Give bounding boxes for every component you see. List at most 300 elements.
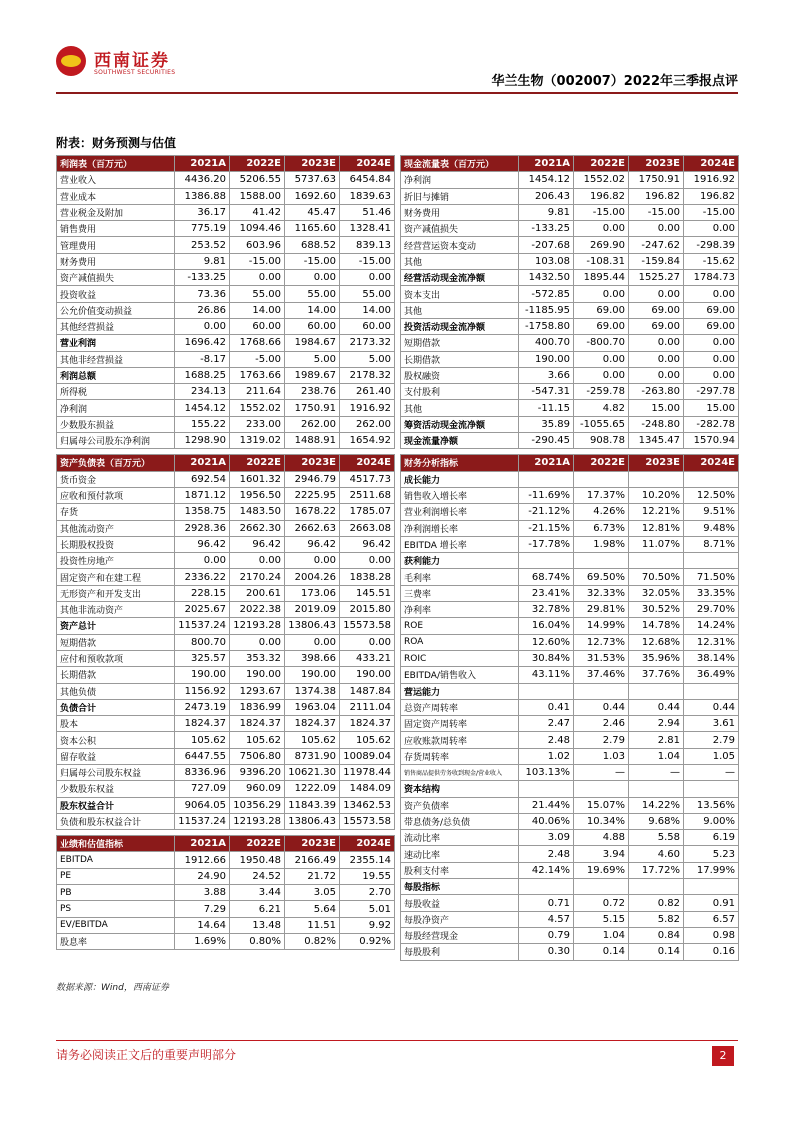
cell-value: 0.92% [340,933,395,949]
cell-value: 173.06 [285,585,340,601]
cell-value: 73.36 [175,286,230,302]
cell-value: 0.71 [519,895,574,911]
balance-sheet-table [56,454,395,830]
cell-value: 190.00 [230,667,285,683]
cell-value: -11.15 [519,400,574,416]
cell-value: 1601.32 [230,471,285,487]
cell-value: -259.78 [574,384,629,400]
row-label: 短期借款 [401,335,519,351]
footer-divider [56,1040,738,1041]
cell-value: 5.00 [340,351,395,367]
cell-value: 16.04% [519,618,574,634]
cell-value: 2.46 [574,716,629,732]
year-header: 2024E [684,156,739,172]
cell-value: -17.78% [519,536,574,552]
cell-value: 17.72% [629,862,684,878]
row-label: 长期借款 [401,351,519,367]
cell-value: 0.00 [285,270,340,286]
cell-value: 4517.73 [340,471,395,487]
cell-value: 0.84 [629,927,684,943]
cell-value: 4.57 [519,911,574,927]
table-row [57,520,395,536]
cell-value: 692.54 [175,471,230,487]
cell-value: 0.00 [285,553,340,569]
row-label: 销售商品提供劳务收到现金/营业收入 [401,764,519,780]
cell-value: — [684,764,739,780]
table-row [57,302,395,318]
cell-value: -282.78 [684,416,739,432]
cell-value: 23.41% [519,585,574,601]
row-label: 每股净资产 [401,911,519,927]
cell-value: 1784.73 [684,270,739,286]
cell-value: 0.72 [574,895,629,911]
cell-value: 0.00 [684,351,739,367]
cell-value: -15.00 [340,253,395,269]
cell-value: 21.44% [519,797,574,813]
row-label: 营业成本 [57,188,175,204]
year-header: 2021A [175,836,230,852]
row-label: 负债和股东权益合计 [57,813,175,829]
cell-value: 0.44 [574,699,629,715]
cell-value: -263.80 [629,384,684,400]
cell-value: 5206.55 [230,172,285,188]
cell-value: 55.00 [340,286,395,302]
cell-value: 13806.43 [285,618,340,634]
cell-value: 0.00 [629,221,684,237]
cell-value: 1328.41 [340,221,395,237]
cell-value: 2946.79 [285,471,340,487]
cell-value: 12.50% [684,487,739,503]
row-label: 存货 [57,504,175,520]
cell-value: 11537.24 [175,618,230,634]
cell-value: 9.81 [175,253,230,269]
row-label: 管理费用 [57,237,175,253]
row-label: 每股股利 [401,944,519,960]
cell-value: 32.05% [629,585,684,601]
cell-value: -21.12% [519,504,574,520]
table-row [57,634,395,650]
table-row [57,553,395,569]
cell-value: 9.51% [684,504,739,520]
cell-value: 727.09 [175,781,230,797]
row-label: 长期股权投资 [57,536,175,552]
row-label: 股息率 [57,933,175,949]
table-row [401,286,739,302]
footer-disclaimer: 请务必阅读正文后的重要声明部分 [56,1048,237,1062]
cell-value: 1386.88 [175,188,230,204]
cell-value: 2.48 [519,732,574,748]
cell-value: 2170.24 [230,569,285,585]
row-label: 净利润增长率 [401,520,519,536]
cell-value: 2004.26 [285,569,340,585]
cell-value: 1950.48 [230,852,285,868]
year-header: 2024E [684,455,739,471]
table-row [401,862,739,878]
cell-value: 2511.68 [340,487,395,503]
cell-value: 1432.50 [519,270,574,286]
cell-value: 19.55 [340,868,395,884]
row-label: 其他 [401,302,519,318]
cell-value [574,471,629,487]
cell-value: 2025.67 [175,602,230,618]
cell-value: 1156.92 [175,683,230,699]
cell-value: 2022.38 [230,602,285,618]
row-label: 股东权益合计 [57,797,175,813]
table-row [401,569,739,585]
cell-value: 1483.50 [230,504,285,520]
cell-value: 21.72 [285,868,340,884]
cell-value: 800.70 [175,634,230,650]
cell-value: 4436.20 [175,172,230,188]
cell-value: -1055.65 [574,416,629,432]
cell-value: 14.99% [574,618,629,634]
table-row [401,764,739,780]
cell-value: 1588.00 [230,188,285,204]
table-row [57,400,395,416]
cell-value: 29.70% [684,602,739,618]
cell-value: 206.43 [519,188,574,204]
row-label: 带息债务/总负债 [401,813,519,829]
cell-value: -1185.95 [519,302,574,318]
row-label: 少数股东权益 [57,781,175,797]
cell-value: 4.60 [629,846,684,862]
table-row [57,504,395,520]
cell-value: 11.07% [629,536,684,552]
cell-value: 1912.66 [175,852,230,868]
cell-value: 1374.38 [285,683,340,699]
cell-value: 14.00 [340,302,395,318]
table-title: 财务分析指标 [401,455,519,471]
year-header: 2023E [285,455,340,471]
cell-value: 3.44 [230,885,285,901]
cell-value: 688.52 [285,237,340,253]
row-label: 营业利润 [57,335,175,351]
cell-value: 6.19 [684,830,739,846]
table-row [57,683,395,699]
table-row [57,237,395,253]
cell-value: 10089.04 [340,748,395,764]
table-row [401,781,739,797]
table-row [401,302,739,318]
cell-value: -133.25 [519,221,574,237]
cell-value: 14.00 [230,302,285,318]
cell-value: 96.42 [175,536,230,552]
cell-value: -15.00 [230,253,285,269]
table-row [401,172,739,188]
table-row [401,504,739,520]
cell-value: 1763.66 [230,367,285,383]
cell-value: 30.52% [629,602,684,618]
cell-value: -298.39 [684,237,739,253]
cell-value: 42.14% [519,862,574,878]
cell-value [684,471,739,487]
row-label: 固定资产和在建工程 [57,569,175,585]
cell-value: 17.99% [684,862,739,878]
cell-value: 8731.90 [285,748,340,764]
cell-value: 68.74% [519,569,574,585]
cell-value: 253.52 [175,237,230,253]
cell-value: 398.66 [285,650,340,666]
table-row [57,852,395,868]
table-row [401,585,739,601]
table-row [57,933,395,949]
cell-value: 0.00 [230,634,285,650]
cell-value [629,553,684,569]
cell-value: 228.15 [175,585,230,601]
cell-value: 14.00 [285,302,340,318]
row-label: 归属母公司股东净利润 [57,433,175,449]
cell-value: 1298.90 [175,433,230,449]
table-row [57,536,395,552]
cell-value: 3.61 [684,716,739,732]
table-row [401,335,739,351]
left-column [56,155,394,950]
year-header: 2022E [230,156,285,172]
cell-value: -159.84 [629,253,684,269]
cell-value: 325.57 [175,650,230,666]
cell-value: 0.00 [574,286,629,302]
cell-value: 69.00 [574,302,629,318]
row-label: 股权融资 [401,367,519,383]
cell-value: 1750.91 [285,400,340,416]
row-label: EBITDA 增长率 [401,536,519,552]
cell-value: 3.94 [574,846,629,862]
row-label: 折旧与摊销 [401,188,519,204]
row-label: 销售费用 [57,221,175,237]
row-label: ROA [401,634,519,650]
table-row [57,917,395,933]
cell-value: 2.70 [340,885,395,901]
cell-value: 19.69% [574,862,629,878]
year-header: 2023E [285,836,340,852]
table-row [57,204,395,220]
cell-value: 105.62 [230,732,285,748]
row-label: 归属母公司股东权益 [57,764,175,780]
cell-value: -247.62 [629,237,684,253]
cell-value: 10356.29 [230,797,285,813]
cell-value: 11978.44 [340,764,395,780]
cell-value: 1824.37 [175,716,230,732]
page-header [56,40,738,90]
cell-value: 69.00 [629,318,684,334]
table-row [401,650,739,666]
cell-value: 262.00 [285,416,340,432]
cell-value: 9.92 [340,917,395,933]
cell-value: 1750.91 [629,172,684,188]
cell-value: 40.06% [519,813,574,829]
cell-value: 196.82 [629,188,684,204]
cell-value: 9064.05 [175,797,230,813]
cell-value: 1454.12 [175,400,230,416]
cell-value: 5.00 [285,351,340,367]
table-row [57,650,395,666]
cell-value: 0.00 [684,367,739,383]
cell-value: 1838.28 [340,569,395,585]
cell-value: 10.20% [629,487,684,503]
valuation-table [56,835,395,950]
row-label: 应付和预收款项 [57,650,175,666]
cell-value: 1454.12 [519,172,574,188]
cell-value: 0.00 [340,553,395,569]
row-label: 资产负债率 [401,797,519,813]
cell-value: 6454.84 [340,172,395,188]
table-row [401,618,739,634]
row-label: 其他非流动资产 [57,602,175,618]
cell-value: 0.79 [519,927,574,943]
cell-value: 1688.25 [175,367,230,383]
cell-value: 10621.30 [285,764,340,780]
cell-value: 1487.84 [340,683,395,699]
table-row [401,830,739,846]
cell-value: 1692.60 [285,188,340,204]
cell-value: 1871.12 [175,487,230,503]
cell-value: 2.79 [574,732,629,748]
cell-value: 0.00 [629,367,684,383]
row-label: 资本结构 [401,781,519,797]
cell-value: 9.68% [629,813,684,829]
cell-value: 2166.49 [285,852,340,868]
cell-value: 13462.53 [340,797,395,813]
table-row [57,748,395,764]
table-row [57,471,395,487]
cell-value: 908.78 [574,433,629,449]
cell-value: 13.56% [684,797,739,813]
cell-value: 0.00 [684,221,739,237]
cell-value: 5.23 [684,846,739,862]
cell-value: 234.13 [175,384,230,400]
table-row [57,286,395,302]
cell-value: 12193.28 [230,813,285,829]
cell-value: 233.00 [230,416,285,432]
table-row [401,813,739,829]
cell-value: 37.46% [574,667,629,683]
cell-value: 0.00 [629,286,684,302]
cell-value: 3.88 [175,885,230,901]
row-label: 现金流量净额 [401,433,519,449]
cell-value: -248.80 [629,416,684,432]
cell-value: 0.00 [574,351,629,367]
row-label: 毛利率 [401,569,519,585]
row-label: 少数股东损益 [57,416,175,432]
cell-value: -1758.80 [519,318,574,334]
cell-value: 11.51 [285,917,340,933]
table-row [401,797,739,813]
cell-value: 14.78% [629,618,684,634]
cell-value: 96.42 [285,536,340,552]
cell-value: 0.00 [684,286,739,302]
cell-value: 1165.60 [285,221,340,237]
table-row [57,318,395,334]
cell-value: 2225.95 [285,487,340,503]
cell-value: 0.91 [684,895,739,911]
table-row [401,846,739,862]
cell-value [629,781,684,797]
cell-value: 69.50% [574,569,629,585]
cell-value: -5.00 [230,351,285,367]
table-row [57,885,395,901]
cell-value: 12.73% [574,634,629,650]
cell-value: 36.49% [684,667,739,683]
cell-value: 38.14% [684,650,739,666]
cell-value: 1836.99 [230,699,285,715]
row-label: 无形资产和开发支出 [57,585,175,601]
row-label: 筹资活动现金流净额 [401,416,519,432]
cell-value: 35.89 [519,416,574,432]
table-row [401,699,739,715]
cell-value [629,683,684,699]
cell-value: 14.24% [684,618,739,634]
cell-value: 7.29 [175,901,230,917]
row-label: 速动比率 [401,846,519,862]
row-label: PB [57,885,175,901]
cell-value: 1654.92 [340,433,395,449]
table-row [401,351,739,367]
row-label: 长期借款 [57,667,175,683]
row-label: 营业收入 [57,172,175,188]
cell-value: 960.09 [230,781,285,797]
cell-value: 200.61 [230,585,285,601]
cell-value: 1956.50 [230,487,285,503]
table-row [57,764,395,780]
cell-value: 11843.39 [285,797,340,813]
cell-value [519,553,574,569]
cell-value: -133.25 [175,270,230,286]
cell-value: -15.00 [574,204,629,220]
right-column [400,155,738,961]
cell-value: 0.00 [285,634,340,650]
year-header: 2021A [519,455,574,471]
row-label: 资本公积 [57,732,175,748]
row-label: 净利率 [401,602,519,618]
cell-value: 1824.37 [230,716,285,732]
logo-chinese-name: 西南证券 [94,51,170,71]
cell-value [574,879,629,895]
cell-value: 1839.63 [340,188,395,204]
cell-value: 1488.91 [285,433,340,449]
table-row [57,416,395,432]
cell-value [684,553,739,569]
year-header: 2021A [175,156,230,172]
table-row [57,487,395,503]
year-header: 2021A [175,455,230,471]
cell-value: 24.52 [230,868,285,884]
table-header-row [401,455,739,471]
table-row [57,618,395,634]
cell-value: 70.50% [629,569,684,585]
table-row [401,367,739,383]
row-label: 其他 [401,253,519,269]
row-label: 资产减值损失 [401,221,519,237]
cell-value: 1984.67 [285,335,340,351]
cell-value: 1552.02 [574,172,629,188]
table-row [57,901,395,917]
cell-value: 69.00 [684,302,739,318]
cell-value: 55.00 [230,286,285,302]
cell-value: 1824.37 [340,716,395,732]
cell-value: 2019.09 [285,602,340,618]
cell-value: 14.22% [629,797,684,813]
cell-value: 60.00 [230,318,285,334]
cell-value: 0.00 [574,367,629,383]
cell-value: 0.44 [684,699,739,715]
row-label: 营业利润增长率 [401,504,519,520]
cell-value: 2.47 [519,716,574,732]
row-label: 销售收入增长率 [401,487,519,503]
cell-value: 2662.30 [230,520,285,536]
cell-value: 433.21 [340,650,395,666]
cell-value [519,471,574,487]
cell-value: 33.35% [684,585,739,601]
